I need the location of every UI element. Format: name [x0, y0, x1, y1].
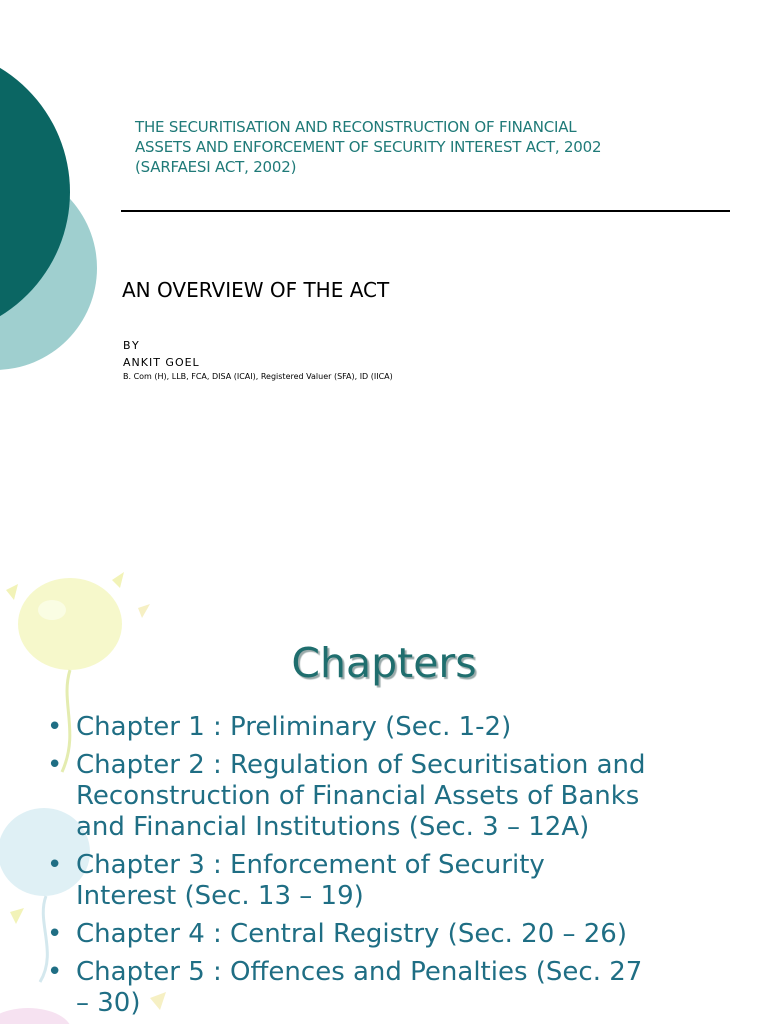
confetti-triangle [138, 604, 150, 618]
chapter-3-line-2: Interest (Sec. 13 – 19) [76, 881, 364, 911]
chapter-1-line-1: Chapter 1 : Preliminary (Sec. 1-2) [76, 712, 512, 742]
bullet-icon: • [47, 957, 63, 987]
balloon-highlight [38, 600, 66, 620]
chapter-item-5 [47, 957, 747, 1019]
slide-subtitle: AN OVERVIEW OF THE ACT [122, 278, 390, 302]
chapter-5-line-1: Chapter 5 : Offences and Penalties (Sec. 27 [76, 957, 643, 987]
act-title-line-1: THE SECURITISATION AND RECONSTRUCTION OF FINANCIAL [135, 118, 577, 136]
act-title-line-2: ASSETS AND ENFORCEMENT OF SECURITY INTEREST ACT, 2002 [135, 138, 602, 156]
chapter-list [47, 712, 747, 1024]
chapters-heading: Chapters [291, 639, 477, 687]
bullet-icon: • [47, 850, 63, 880]
act-title [135, 117, 735, 177]
chapter-item-2 [47, 750, 747, 843]
by-label: BY [123, 339, 141, 352]
bullet-icon: • [47, 750, 63, 780]
title-divider [121, 210, 730, 212]
bullet-icon: • [47, 712, 63, 742]
chapter-item-4 [47, 919, 747, 950]
author-qualifications: B. Com (H), LLB, FCA, DISA (ICAI), Registered Valuer (SFA), ID (IICA) [123, 372, 393, 381]
bullet-icon: • [47, 919, 63, 949]
chapter-2-line-3: and Financial Institutions (Sec. 3 – 12A) [76, 812, 590, 842]
confetti-triangle [6, 584, 18, 600]
confetti-triangle [10, 908, 24, 924]
act-title-line-3: (SARFAESI ACT, 2002) [135, 158, 297, 176]
slide-chapters [0, 512, 768, 1024]
confetti-triangle [112, 572, 124, 588]
chapter-item-3 [47, 850, 747, 912]
chapter-5-line-2: – 30) [76, 988, 141, 1018]
chapter-2-line-2: Reconstruction of Financial Assets of Banks [76, 781, 640, 811]
chapter-3-line-1: Chapter 3 : Enforcement of Security [76, 850, 545, 880]
author-name: ANKIT GOEL [123, 356, 200, 369]
chapter-item-1 [47, 712, 747, 743]
chapter-2-line-1: Chapter 2 : Regulation of Securitisation and [76, 750, 646, 780]
chapter-4-line-1: Chapter 4 : Central Registry (Sec. 20 – 26) [76, 919, 627, 949]
